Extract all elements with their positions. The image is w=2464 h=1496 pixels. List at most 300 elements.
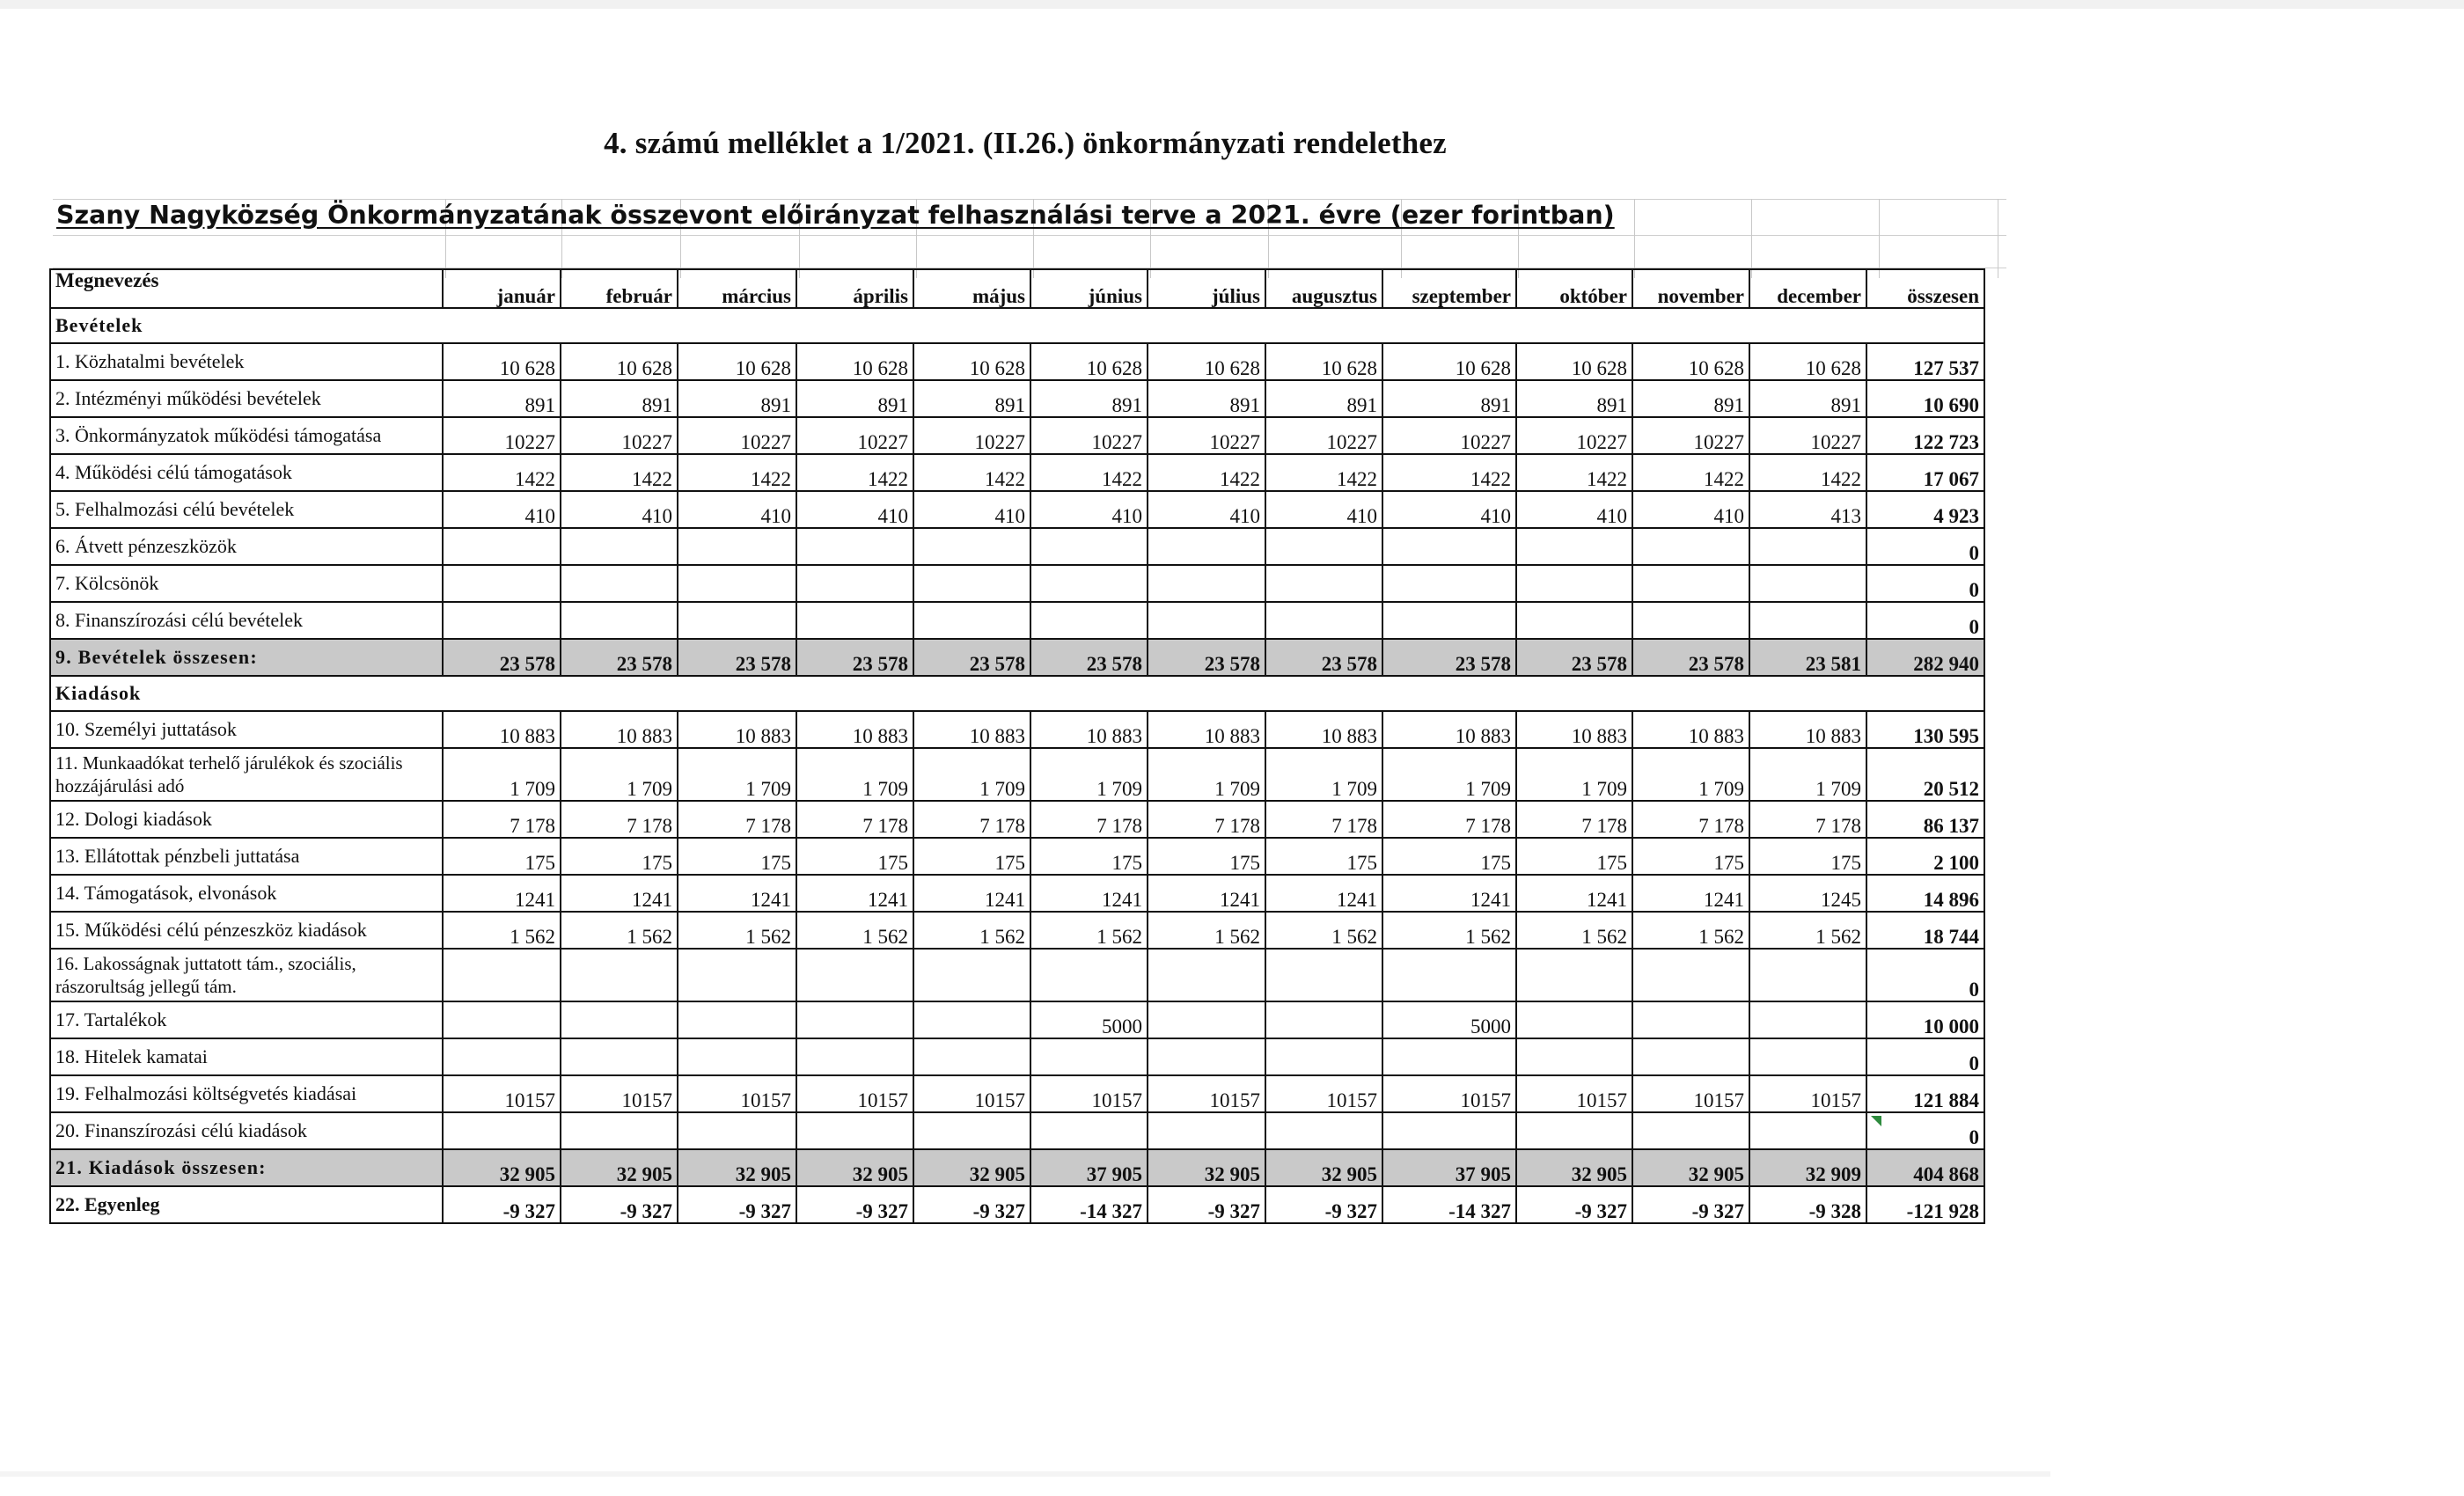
expense-row [50,1001,1984,1038]
cell-total: 127 537 [1866,343,1984,380]
cell-december [1749,1112,1866,1149]
header-month-4: május [913,269,1030,308]
cell-május: 7 178 [913,801,1030,838]
cell-total: 17 067 [1866,454,1984,491]
cell-total: 0 [1866,949,1984,1001]
cell-március: 1 709 [678,748,796,801]
cell-január: -9 327 [443,1186,561,1223]
cell-november: 10 883 [1632,711,1749,748]
section-expense [50,676,1984,711]
cell-június [1030,1112,1148,1149]
cell-október: 10227 [1516,417,1632,454]
cell-május: 1 562 [913,912,1030,949]
cell-november [1632,565,1749,602]
cell-március: 10227 [678,417,796,454]
cell-március: 1241 [678,875,796,912]
cell-november [1632,949,1749,1001]
cell-június [1030,565,1148,602]
row-label: 19. Felhalmozási költségvetés kiadásai [50,1075,443,1112]
cell-október: 10157 [1516,1075,1632,1112]
cell-november: 891 [1632,380,1749,417]
row-label: 1. Közhatalmi bevételek [50,343,443,380]
cell-total: 4 923 [1866,491,1984,528]
cell-március: 32 905 [678,1149,796,1186]
cell-május [913,1038,1030,1075]
cell-total: 404 868 [1866,1149,1984,1186]
cell-június: 1241 [1030,875,1148,912]
header-month-10: november [1632,269,1749,308]
cell-április: -9 327 [796,1186,913,1223]
cell-február: 23 578 [561,639,678,676]
cell-október [1516,1038,1632,1075]
cell-december [1749,1001,1866,1038]
cell-július [1148,1038,1265,1075]
cell-március: 1 562 [678,912,796,949]
cell-szeptember: 175 [1382,838,1516,875]
cell-április: 23 578 [796,639,913,676]
cell-április: 10157 [796,1075,913,1112]
table-subtitle: Szany Nagyközség Önkormányzatának összevont előirányzat felhasználási terve a 2021. évre (ezer forintban) [56,201,1615,230]
cell-szeptember: 1 562 [1382,912,1516,949]
cell-total: 282 940 [1866,639,1984,676]
row-label: 14. Támogatások, elvonások [50,875,443,912]
income-row [50,565,1984,602]
cell-május [913,528,1030,565]
cell-november: 32 905 [1632,1149,1749,1186]
cell-augusztus [1265,949,1382,1001]
row-label: 13. Ellátottak pénzbeli juttatása [50,838,443,875]
cell-október: 1 562 [1516,912,1632,949]
cell-szeptember: 10157 [1382,1075,1516,1112]
cell-október [1516,1112,1632,1149]
cell-július: 410 [1148,491,1265,528]
cell-május: 10 628 [913,343,1030,380]
cell-július: 891 [1148,380,1265,417]
cell-január: 10157 [443,1075,561,1112]
cell-december: 1245 [1749,875,1866,912]
row-label: 8. Finanszírozási célú bevételek [50,602,443,639]
cell-augusztus: 10 628 [1265,343,1382,380]
cell-február [561,602,678,639]
cell-március [678,1001,796,1038]
cell-március: 10157 [678,1075,796,1112]
cell-december: 10 628 [1749,343,1866,380]
row-label: 21. Kiadások összesen: [50,1149,443,1186]
cell-március: 10 628 [678,343,796,380]
cell-szeptember: 1241 [1382,875,1516,912]
cell-november: 10227 [1632,417,1749,454]
cell-október: 175 [1516,838,1632,875]
header-month-7: augusztus [1265,269,1382,308]
header-month-2: március [678,269,796,308]
cell-november [1632,1001,1749,1038]
cell-június [1030,528,1148,565]
cell-július: 10 883 [1148,711,1265,748]
cell-november: 1241 [1632,875,1749,912]
cell-április: 1422 [796,454,913,491]
cell-április: 891 [796,380,913,417]
cell-május [913,949,1030,1001]
cell-június: 1422 [1030,454,1148,491]
cell-december: 10227 [1749,417,1866,454]
cell-december: -9 328 [1749,1186,1866,1223]
income-row [50,528,1984,565]
cell-október: 32 905 [1516,1149,1632,1186]
cell-augusztus: 1422 [1265,454,1382,491]
cell-december: 32 909 [1749,1149,1866,1186]
cell-február [561,949,678,1001]
cell-március: 410 [678,491,796,528]
cell-szeptember: -14 327 [1382,1186,1516,1223]
cell-május: 1422 [913,454,1030,491]
cell-március [678,602,796,639]
cell-augusztus: 1241 [1265,875,1382,912]
cell-total: 0 [1866,1112,1984,1149]
row-label: 17. Tartalékok [50,1001,443,1038]
section-income [50,308,1984,343]
cell-total: 18 744 [1866,912,1984,949]
cell-február: 1422 [561,454,678,491]
cell-január: 10 883 [443,711,561,748]
cell-augusztus [1265,1038,1382,1075]
cell-július [1148,949,1265,1001]
cell-augusztus: 891 [1265,380,1382,417]
cell-július: -9 327 [1148,1186,1265,1223]
cell-total: 0 [1866,528,1984,565]
cell-május: 1 709 [913,748,1030,801]
cell-március [678,949,796,1001]
cell-május [913,1001,1030,1038]
cell-január: 23 578 [443,639,561,676]
cell-január: 1 709 [443,748,561,801]
expense-row [50,949,1984,1001]
cell-total: 86 137 [1866,801,1984,838]
row-label: 6. Átvett pénzeszközök [50,528,443,565]
cell-május [913,565,1030,602]
cell-total: 2 100 [1866,838,1984,875]
row-label: 20. Finanszírozási célú kiadások [50,1112,443,1149]
cell-szeptember: 1 709 [1382,748,1516,801]
header-month-3: április [796,269,913,308]
cell-december [1749,602,1866,639]
cell-október: 7 178 [1516,801,1632,838]
cell-július [1148,1112,1265,1149]
cell-május: 891 [913,380,1030,417]
cell-október: 10 628 [1516,343,1632,380]
cell-április: 175 [796,838,913,875]
cell-november: 410 [1632,491,1749,528]
cell-total: 0 [1866,565,1984,602]
cell-április: 10227 [796,417,913,454]
cell-augusztus: 32 905 [1265,1149,1382,1186]
cell-szeptember: 10 628 [1382,343,1516,380]
cell-március: 10 883 [678,711,796,748]
cell-június: 10157 [1030,1075,1148,1112]
cell-július [1148,602,1265,639]
cell-július: 1241 [1148,875,1265,912]
cell-június: 1 562 [1030,912,1148,949]
cell-május [913,1112,1030,1149]
cell-május: 10 883 [913,711,1030,748]
budget-table [49,268,1985,1224]
income-row [50,343,1984,380]
cell-május: 1241 [913,875,1030,912]
row-label: 2. Intézményi működési bevételek [50,380,443,417]
cell-december: 1422 [1749,454,1866,491]
cell-december [1749,528,1866,565]
cell-január: 7 178 [443,801,561,838]
cell-május: 175 [913,838,1030,875]
cell-március: 1422 [678,454,796,491]
cell-december: 1 562 [1749,912,1866,949]
row-label: 12. Dologi kiadások [50,801,443,838]
cell-október: 891 [1516,380,1632,417]
cell-augusztus: 10 883 [1265,711,1382,748]
cell-október: 1 709 [1516,748,1632,801]
cell-február: 1241 [561,875,678,912]
cell-május: 23 578 [913,639,1030,676]
row-label: 18. Hitelek kamatai [50,1038,443,1075]
cell-augusztus: 7 178 [1265,801,1382,838]
row-label: 9. Bevételek összesen: [50,639,443,676]
cell-november: 10 628 [1632,343,1749,380]
cell-május: 32 905 [913,1149,1030,1186]
income-row [50,417,1984,454]
cell-szeptember: 7 178 [1382,801,1516,838]
cell-április: 10 883 [796,711,913,748]
header-month-11: december [1749,269,1866,308]
cell-október: 23 578 [1516,639,1632,676]
cell-szeptember [1382,1112,1516,1149]
cell-augusztus [1265,565,1382,602]
cell-május: -9 327 [913,1186,1030,1223]
cell-június: 891 [1030,380,1148,417]
cell-augusztus: 1 709 [1265,748,1382,801]
cell-július: 23 578 [1148,639,1265,676]
cell-augusztus: 1 562 [1265,912,1382,949]
cell-január: 175 [443,838,561,875]
cell-január [443,602,561,639]
cell-július [1148,1001,1265,1038]
cell-total: -121 928 [1866,1186,1984,1223]
cell-augusztus: -9 327 [1265,1186,1382,1223]
cell-február: 10227 [561,417,678,454]
cell-december: 10157 [1749,1075,1866,1112]
cell-február: 175 [561,838,678,875]
row-label: 11. Munkaadókat terhelő járulékok és szociális hozzájárulási adó [50,748,443,801]
cell-április: 7 178 [796,801,913,838]
expense-row [50,748,1984,801]
cell-december: 413 [1749,491,1866,528]
cell-január [443,1112,561,1149]
cell-szeptember: 1422 [1382,454,1516,491]
cell-július: 10 628 [1148,343,1265,380]
cell-augusztus: 410 [1265,491,1382,528]
cell-január [443,565,561,602]
cell-augusztus: 23 578 [1265,639,1382,676]
cell-november: 10157 [1632,1075,1749,1112]
cell-január: 1422 [443,454,561,491]
expense-row [50,801,1984,838]
comment-indicator-icon [1871,1116,1881,1126]
cell-június: 175 [1030,838,1148,875]
budget-table-body [50,269,1984,1223]
expense-row [50,912,1984,949]
cell-október: -9 327 [1516,1186,1632,1223]
cell-február: 891 [561,380,678,417]
cell-július: 10157 [1148,1075,1265,1112]
cell-total: 121 884 [1866,1075,1984,1112]
cell-május: 10157 [913,1075,1030,1112]
cell-június: 23 578 [1030,639,1148,676]
cell-február [561,1001,678,1038]
document-title: 4. számú melléklet a 1/2021. (II.26.) önkormányzati rendelethez [604,126,1447,160]
cell-április [796,565,913,602]
expense-row [50,875,1984,912]
cell-április [796,1038,913,1075]
row-label: 15. Működési célú pénzeszköz kiadások [50,912,443,949]
row-label: 16. Lakosságnak juttatott tám., szociális, rászorultság jellegű tám. [50,949,443,1001]
cell-február [561,1038,678,1075]
cell-szeptember: 37 905 [1382,1149,1516,1186]
cell-április: 1 562 [796,912,913,949]
cell-február [561,565,678,602]
cell-október [1516,602,1632,639]
cell-augusztus [1265,1112,1382,1149]
cell-augusztus [1265,602,1382,639]
cell-január [443,1038,561,1075]
cell-május: 410 [913,491,1030,528]
cell-december: 1 709 [1749,748,1866,801]
header-month-6: július [1148,269,1265,308]
cell-február: 10 883 [561,711,678,748]
cell-szeptember [1382,602,1516,639]
cell-június: -14 327 [1030,1186,1148,1223]
cell-július: 1 562 [1148,912,1265,949]
cell-január [443,949,561,1001]
cell-április: 1241 [796,875,913,912]
cell-február: 1 709 [561,748,678,801]
cell-szeptember [1382,949,1516,1001]
cell-június: 1 709 [1030,748,1148,801]
cell-január: 10 628 [443,343,561,380]
cell-július: 7 178 [1148,801,1265,838]
cell-augusztus [1265,528,1382,565]
expense-row [50,1038,1984,1075]
cell-április: 32 905 [796,1149,913,1186]
header-label: Megnevezés [50,269,443,308]
cell-március: 175 [678,838,796,875]
cell-december: 7 178 [1749,801,1866,838]
header-total: összesen [1866,269,1984,308]
cell-február: -9 327 [561,1186,678,1223]
cell-február: 32 905 [561,1149,678,1186]
cell-április [796,528,913,565]
cell-július: 175 [1148,838,1265,875]
cell-március: -9 327 [678,1186,796,1223]
cell-szeptember: 410 [1382,491,1516,528]
cell-augusztus: 10157 [1265,1075,1382,1112]
cell-október: 1422 [1516,454,1632,491]
cell-január: 1 562 [443,912,561,949]
cell-november: -9 327 [1632,1186,1749,1223]
row-label: 10. Személyi juttatások [50,711,443,748]
cell-március [678,528,796,565]
cell-november [1632,1112,1749,1149]
cell-június: 7 178 [1030,801,1148,838]
cell-január: 410 [443,491,561,528]
cell-április: 1 709 [796,748,913,801]
cell-január: 10227 [443,417,561,454]
cell-október [1516,1001,1632,1038]
cell-február: 10 628 [561,343,678,380]
cell-július [1148,565,1265,602]
header-month-9: október [1516,269,1632,308]
cell-február: 7 178 [561,801,678,838]
cell-június: 37 905 [1030,1149,1148,1186]
cell-total: 10 690 [1866,380,1984,417]
cell-június [1030,1038,1148,1075]
row-label: 4. Működési célú támogatások [50,454,443,491]
cell-november [1632,602,1749,639]
cell-július: 1 709 [1148,748,1265,801]
cell-december: 891 [1749,380,1866,417]
expense-row [50,1112,1984,1149]
cell-november: 23 578 [1632,639,1749,676]
cell-március: 23 578 [678,639,796,676]
cell-február: 10157 [561,1075,678,1112]
cell-április [796,949,913,1001]
cell-szeptember [1382,1038,1516,1075]
cell-total: 14 896 [1866,875,1984,912]
cell-total: 10 000 [1866,1001,1984,1038]
cell-november: 7 178 [1632,801,1749,838]
income-row [50,491,1984,528]
section-income-label: Bevételek [50,308,1984,343]
cell-november: 175 [1632,838,1749,875]
cell-június: 5000 [1030,1001,1148,1038]
cell-augusztus: 10227 [1265,417,1382,454]
expense-row [50,838,1984,875]
cell-január: 1241 [443,875,561,912]
cell-április [796,602,913,639]
cell-december: 175 [1749,838,1866,875]
cell-szeptember: 10227 [1382,417,1516,454]
income-row [50,602,1984,639]
cell-szeptember: 23 578 [1382,639,1516,676]
cell-október: 1241 [1516,875,1632,912]
cell-total: 130 595 [1866,711,1984,748]
cell-június: 10227 [1030,417,1148,454]
cell-március [678,1038,796,1075]
cell-április: 410 [796,491,913,528]
cell-augusztus: 175 [1265,838,1382,875]
cell-május: 10227 [913,417,1030,454]
income-row [50,380,1984,417]
cell-január [443,1001,561,1038]
cell-július: 10227 [1148,417,1265,454]
cell-július [1148,528,1265,565]
cell-szeptember: 10 883 [1382,711,1516,748]
row-label: 7. Kölcsönök [50,565,443,602]
cell-március [678,565,796,602]
header-month-5: június [1030,269,1148,308]
cell-március [678,1112,796,1149]
income-total-row [50,639,1984,676]
row-label: 5. Felhalmozási célú bevételek [50,491,443,528]
cell-november [1632,1038,1749,1075]
cell-szeptember: 5000 [1382,1001,1516,1038]
